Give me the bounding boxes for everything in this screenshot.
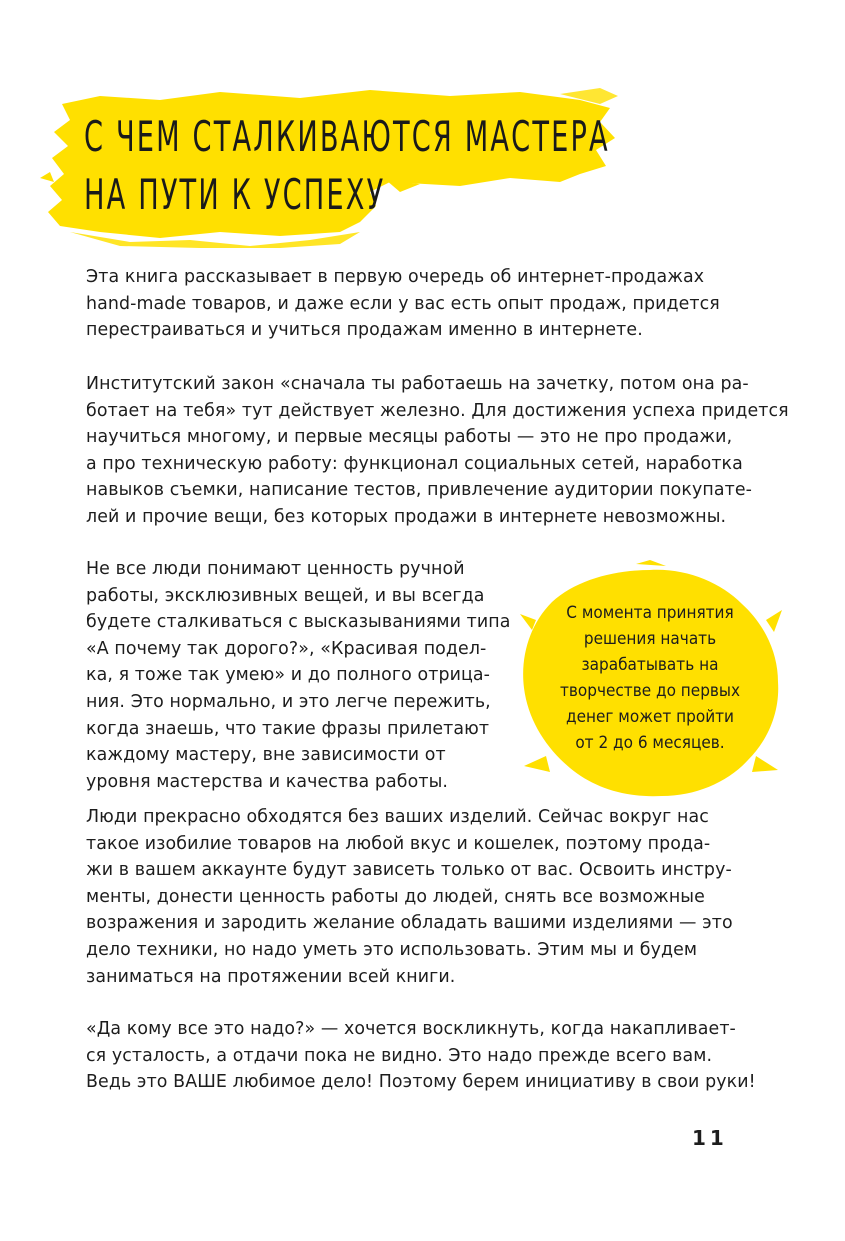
callout-line: от 2 до 6 месяцев. bbox=[575, 733, 725, 753]
callout-line: денег может пройти bbox=[566, 707, 734, 727]
text-line: лей и прочие вещи, без которых продажи в интернете невозможны. bbox=[86, 506, 727, 527]
text-line: Не все люди понимают ценность ручной bbox=[86, 559, 465, 579]
text-line: уровня мастерства и качества работы. bbox=[86, 771, 449, 792]
text-line: ботает на тебя» тут действует железно. Для достижения успеха придется bbox=[86, 400, 789, 421]
text-line: дело техники, но надо уметь это использовать. Этим мы и будем bbox=[86, 939, 698, 960]
text-line: ка, я тоже так умею» и до полного отрица- bbox=[86, 665, 491, 686]
text-line: ния. Это нормально, и это легче пережить, bbox=[86, 691, 491, 712]
text-line: работы, эксклюзивных вещей, и вы всегда bbox=[86, 585, 485, 606]
text-line: «Да кому все это надо?» — хочется воскликнуть, когда накапливает- bbox=[86, 1019, 736, 1039]
paragraph-abundance bbox=[86, 804, 733, 990]
text-line: будете сталкиваться с высказываниями типа bbox=[86, 612, 511, 633]
text-line: когда знаешь, что такие фразы прилетают bbox=[86, 718, 490, 739]
text-line: заниматься на протяжении всей книги. bbox=[86, 966, 456, 987]
text-line: Эта книга рассказывает в первую очередь об интернет-продажах bbox=[86, 267, 705, 287]
callout-line: зарабатывать на bbox=[581, 655, 719, 675]
text-line: hand-made товаров, и даже если у вас есть опыт продаж, придется bbox=[86, 293, 720, 314]
text-line: возражения и зародить желание обладать вашими изделиями — это bbox=[86, 913, 733, 934]
page-title bbox=[84, 108, 610, 224]
callout-text bbox=[516, 600, 784, 756]
text-line: научиться многому, и первые месяцы работы — это не про продажи, bbox=[86, 427, 733, 448]
text-line: Институтский закон «сначала ты работаешь на зачетку, потом она ра- bbox=[86, 374, 749, 394]
page-number: 11 bbox=[692, 1126, 728, 1150]
text-line: Люди прекрасно обходятся без ваших изделий. Сейчас вокруг нас bbox=[86, 807, 709, 827]
callout-line: С момента принятия bbox=[566, 603, 734, 623]
text-line: а про техническую работу: функционал социальных сетей, наработка bbox=[86, 453, 743, 474]
callout-line: творчестве до первых bbox=[559, 681, 741, 701]
page-title-line-2: НА ПУТИ К УСПЕХУ bbox=[84, 170, 386, 219]
text-line: Ведь это ВАШЕ любимое дело! Поэтому берем инициативу в свои руки! bbox=[86, 1072, 756, 1093]
text-line: такое изобилие товаров на любой вкус и кошелек, поэтому прода- bbox=[86, 833, 711, 854]
text-line: жи в вашем аккаунте будут зависеть только от вас. Освоить инстру- bbox=[86, 860, 732, 881]
paragraph-motivation bbox=[86, 1016, 756, 1096]
paragraph-handmade-value bbox=[86, 556, 511, 795]
heading-block bbox=[40, 82, 620, 250]
callout-line: решения начать bbox=[583, 629, 717, 649]
callout-block bbox=[516, 560, 784, 800]
text-line: ся усталость, а отдачи пока не видно. Это надо прежде всего вам. bbox=[86, 1045, 713, 1066]
paragraph-institute-law bbox=[86, 371, 789, 531]
paragraph-intro bbox=[86, 264, 720, 344]
text-line: каждому мастеру, вне зависимости от bbox=[86, 745, 446, 766]
text-line: «А почему так дорого?», «Красивая подел- bbox=[86, 638, 487, 659]
page-title-line-1: С ЧЕМ СТАЛКИВАЮТСЯ МАСТЕРА bbox=[84, 112, 610, 161]
text-line: навыков съемки, написание тестов, привлечение аудитории покупате- bbox=[86, 480, 753, 501]
text-line: менты, донести ценность работы до людей, снять все возможные bbox=[86, 886, 705, 907]
text-line: перестраиваться и учиться продажам именно в интернете. bbox=[86, 320, 643, 341]
